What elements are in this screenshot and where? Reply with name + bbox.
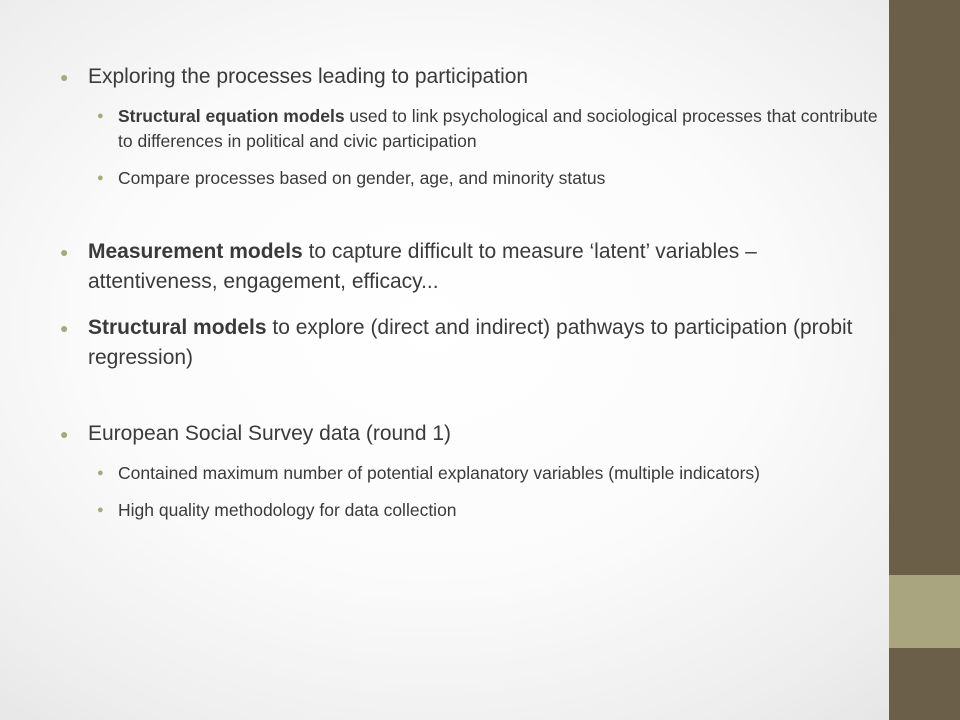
- bullet-dot-icon: ●: [60, 69, 69, 85]
- bullet-dot-icon: ●: [97, 172, 104, 184]
- bullet-exploring-processes: [60, 62, 880, 92]
- bullet-text: to explore (direct and indirect) pathways to participation (probit regression): [88, 316, 853, 369]
- sub-bullet-methodology: [60, 498, 880, 523]
- bold-term: Structural models: [88, 316, 267, 339]
- bullet-dot-icon: ●: [97, 504, 104, 516]
- bullet-european-social-survey: [60, 419, 880, 449]
- bullet-dot-icon: ●: [60, 320, 69, 336]
- bullet-text: High quality methodology for data collection: [118, 500, 457, 520]
- bullet-text: European Social Survey data (round 1): [88, 422, 452, 445]
- bullet-structural-models: [60, 313, 880, 373]
- sub-bullet-explanatory-variables: [60, 461, 880, 486]
- sub-bullet-structural-equation-models: [60, 104, 880, 154]
- sub-bullet-compare-processes: [60, 166, 880, 191]
- bullet-dot-icon: ●: [97, 110, 104, 122]
- bullet-text: to capture difficult to measure ‘latent’ variables – attentiveness, engagement, efficacy...: [88, 240, 757, 293]
- bullet-text: Compare processes based on gender, age, and minority status: [118, 168, 606, 188]
- slide-body: [60, 62, 880, 523]
- bullet-dot-icon: ●: [60, 244, 69, 260]
- sidebar-bar-top: [889, 0, 960, 575]
- bullet-dot-icon: ●: [60, 426, 69, 442]
- bold-term: Structural equation models: [118, 106, 345, 126]
- bullet-measurement-models: [60, 237, 880, 297]
- bullet-text: used to link psychological and sociological processes that contribute to differences in political and civic participation: [118, 106, 878, 151]
- bullet-text: Contained maximum number of potential explanatory variables (multiple indicators): [118, 463, 760, 483]
- bold-term: Measurement models: [88, 240, 303, 263]
- sidebar-accent-block: [889, 575, 960, 648]
- sidebar-bar-bottom: [889, 648, 960, 720]
- bullet-text: Exploring the processes leading to participation: [88, 65, 529, 88]
- bullet-dot-icon: ●: [97, 467, 104, 479]
